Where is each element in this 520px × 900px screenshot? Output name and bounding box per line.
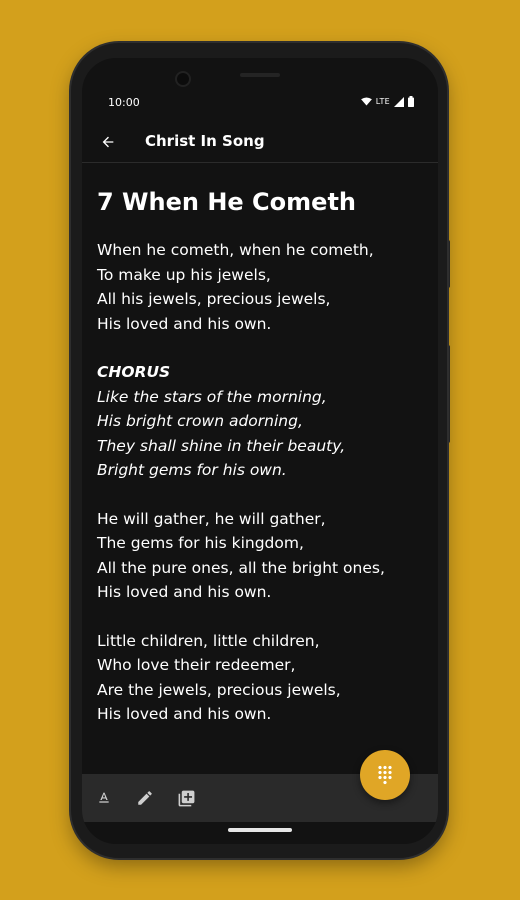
lyric-line: Little children, little children,	[97, 631, 320, 650]
add-to-list-icon	[177, 789, 196, 808]
song-title: 7 When He Cometh	[97, 188, 356, 216]
dialpad-fab-button[interactable]	[360, 750, 410, 800]
dialpad-icon	[375, 765, 395, 785]
verse-2	[97, 507, 427, 605]
lyric-line: All the pure ones, all the bright ones,	[97, 558, 385, 577]
verse-3	[97, 629, 427, 727]
front-camera	[177, 73, 189, 85]
lyric-line: When he cometh, when he cometh,	[97, 241, 374, 259]
lyric-line: To make up his jewels,	[97, 265, 271, 284]
lyric-line: They shall shine in their beauty,	[97, 436, 346, 455]
lyric-line: Are the jewels, precious jewels,	[97, 680, 341, 699]
wifi-icon	[361, 97, 372, 106]
status-time: 10:00	[108, 96, 140, 109]
lyric-line: His loved and his own.	[97, 705, 272, 723]
app-bar	[82, 122, 438, 163]
earpiece-speaker	[240, 73, 280, 77]
app-title: Christ In Song	[145, 132, 265, 150]
lyric-line: Who love their redeemer,	[97, 656, 296, 674]
lyric-line: All his jewels, precious jewels,	[97, 290, 331, 308]
song-content	[97, 188, 427, 751]
verse-1	[97, 238, 427, 336]
lyric-line: Bright gems for his own.	[97, 461, 287, 479]
lyric-line: His bright crown adorning,	[97, 412, 303, 430]
edit-icon	[136, 789, 154, 807]
back-button[interactable]	[96, 130, 120, 154]
status-icons	[361, 96, 414, 107]
status-bar	[82, 94, 438, 112]
signal-icon	[394, 97, 404, 107]
chorus	[97, 360, 427, 483]
arrow-back-icon	[100, 134, 116, 150]
battery-icon	[408, 96, 414, 107]
chorus-label: CHORUS	[97, 363, 171, 381]
add-to-list-button[interactable]	[175, 787, 197, 809]
font-size-button[interactable]	[93, 787, 115, 809]
lyric-line: The gems for his kingdom,	[97, 534, 304, 552]
font-size-icon	[96, 790, 112, 806]
edit-button[interactable]	[134, 787, 156, 809]
phone-screen	[82, 58, 438, 844]
lyric-line: His loved and his own.	[97, 314, 272, 333]
lyric-line: His loved and his own.	[97, 583, 272, 601]
network-type: LTE	[375, 97, 390, 106]
lyric-line: Like the stars of the morning,	[97, 387, 327, 406]
home-indicator[interactable]	[228, 828, 292, 832]
lyric-line: He will gather, he will gather,	[97, 509, 326, 528]
